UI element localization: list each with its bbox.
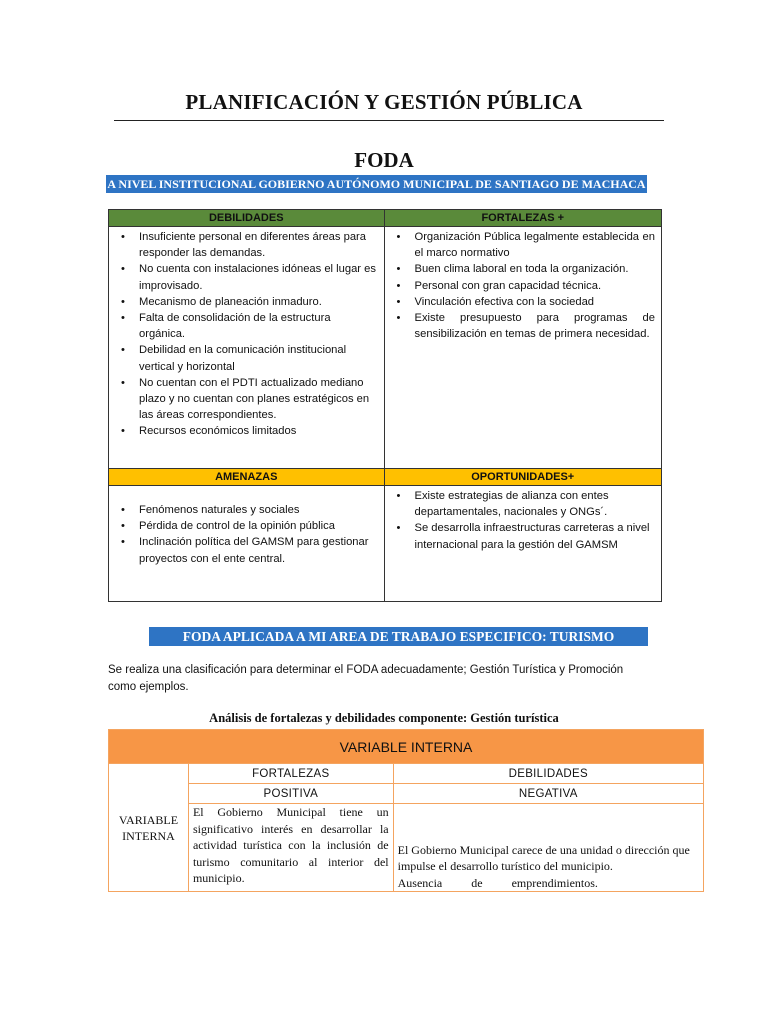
intro-paragraph: Se realiza una clasificación para determinar el FODA adecuadamente; Gestión Turística y Promoción como ejemplos. bbox=[108, 664, 624, 693]
amenazas-list bbox=[109, 486, 384, 569]
list-item: • No cuenta con instalaciones idóneas el lugar es improvisado. bbox=[117, 261, 378, 293]
foda-heading: FODA bbox=[354, 148, 414, 172]
document-title: PLANIFICACIÓN Y GESTIÓN PÚBLICA bbox=[185, 90, 583, 114]
list-item: • Fenómenos naturales y sociales bbox=[117, 502, 378, 518]
list-item: • Vinculación efectiva con la sociedad bbox=[393, 294, 656, 310]
list-item: • Personal con gran capacidad técnica. bbox=[393, 278, 656, 294]
fortalezas-cell bbox=[384, 227, 662, 469]
debilidades-cell bbox=[109, 227, 385, 469]
list-item: • Recursos económicos limitados bbox=[117, 423, 378, 439]
list-item: • No cuentan con el PDTI actualizado mediano plazo y no cuentan con planes estratégicos en las áreas correspondientes. bbox=[117, 375, 378, 424]
col-positiva: POSITIVA bbox=[188, 784, 393, 804]
debilidad-text: El Gobierno Municipal carece de una unidad o dirección que impulse el desarrollo turístico del municipio. bbox=[397, 842, 690, 873]
col-negativa: NEGATIVA bbox=[393, 784, 703, 804]
oportunidades-list bbox=[385, 486, 662, 555]
variable-side-label: VARIABLE INTERNA bbox=[109, 764, 189, 892]
section-banner: FODA APLICADA A MI AREA DE TRABAJO ESPECIFICO: TURISMO bbox=[149, 627, 648, 646]
list-item: • Mecanismo de planeación inmaduro. bbox=[117, 294, 378, 310]
institutional-banner: A NIVEL INSTITUCIONAL GOBIERNO AUTÓNOMO MUNICIPAL DE SANTIAGO DE MACHACA bbox=[107, 177, 646, 191]
list-item: • Buen clima laboral en toda la organización. bbox=[393, 261, 656, 277]
list-item: • Existe presupuesto para programas de sensibilización en temas de primera necesidad. bbox=[393, 310, 656, 342]
col-fortalezas: FORTALEZAS bbox=[188, 764, 393, 784]
variable-table bbox=[108, 729, 704, 892]
col-debilidades: DEBILIDADES bbox=[393, 764, 703, 784]
list-item: • Organización Pública legalmente establecida en el marco normativo bbox=[393, 229, 656, 261]
analysis-title: Análisis de fortalezas y debilidades componente: Gestión turística bbox=[209, 711, 559, 725]
variable-header: VARIABLE INTERNA bbox=[109, 730, 704, 764]
debilidades-header: DEBILIDADES bbox=[109, 210, 385, 227]
fortalezas-header: FORTALEZAS + bbox=[384, 210, 662, 227]
fortaleza-text: El Gobierno Municipal tiene un significativo interés en desarrollar la actividad turística con la inclusión de turismo comunitario al interior del municipio. bbox=[188, 804, 393, 892]
list-item: • Debilidad en la comunicación institucional vertical y horizontal bbox=[117, 342, 378, 374]
amenazas-header: AMENAZAS bbox=[109, 469, 385, 486]
oportunidades-header: OPORTUNIDADES+ bbox=[384, 469, 662, 486]
list-item: • Insuficiente personal en diferentes áreas para responder las demandas. bbox=[117, 229, 378, 261]
debilidad-text-2: Ausencia de emprendimientos. bbox=[397, 875, 598, 890]
amenazas-cell bbox=[109, 486, 385, 602]
debilidad-cell bbox=[393, 804, 703, 892]
oportunidades-cell bbox=[384, 486, 662, 602]
fortalezas-list bbox=[385, 227, 662, 344]
list-item: • Pérdida de control de la opinión pública bbox=[117, 518, 378, 534]
list-item: • Se desarrolla infraestructuras carreteras a nivel internacional para la gestión del GAMSM bbox=[393, 520, 656, 552]
title-underline bbox=[114, 120, 664, 121]
swot-table bbox=[108, 209, 662, 602]
debilidades-list bbox=[109, 227, 384, 442]
list-item: • Existe estrategias de alianza con entes departamentales, nacionales y ONGs´. bbox=[393, 488, 656, 520]
list-item: • Falta de consolidación de la estructura orgánica. bbox=[117, 310, 378, 342]
list-item: • Inclinación política del GAMSM para gestionar proyectos con el ente central. bbox=[117, 534, 378, 566]
